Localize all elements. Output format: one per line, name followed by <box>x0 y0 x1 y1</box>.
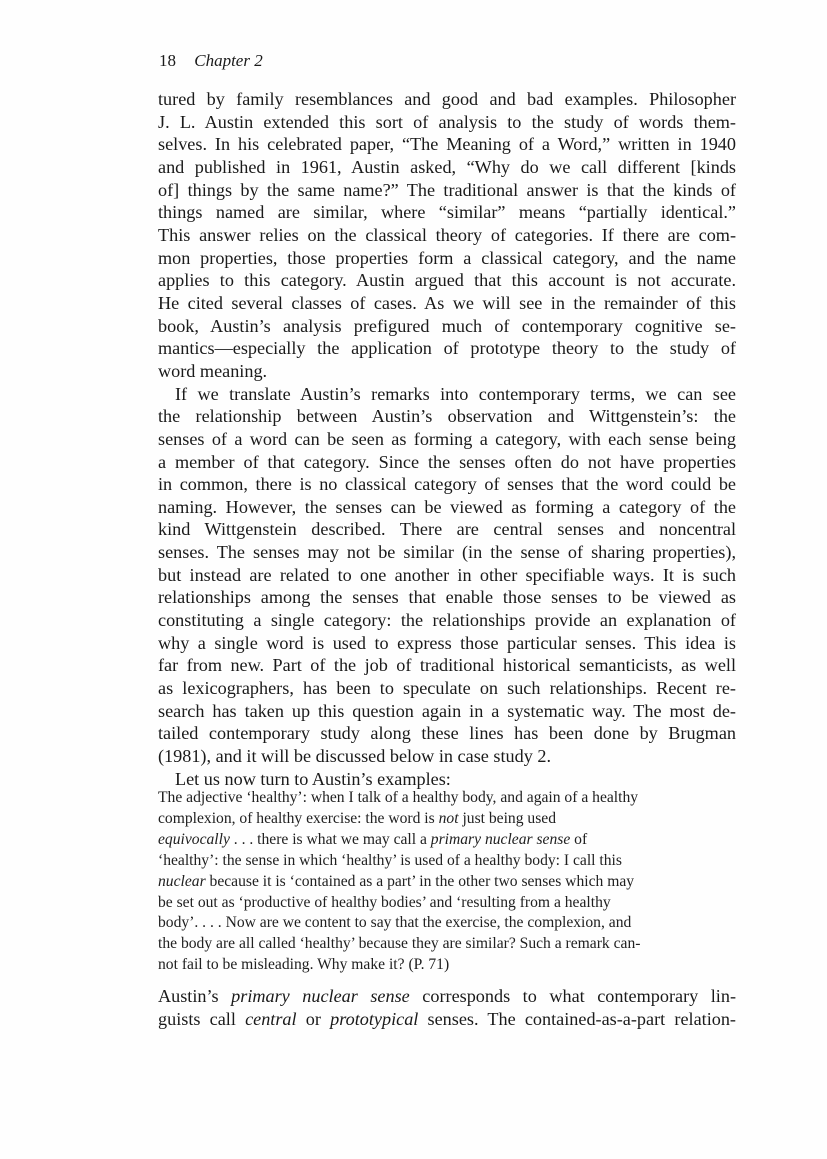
paragraph-line: senses of a word can be seen as forming a category, with each sense being <box>158 428 736 449</box>
quote-line: equivocally . . . there is what we may call a primary nuclear sense of <box>158 830 588 848</box>
paragraph-line: selves. In his celebrated paper, “The Meaning of a Word,” written in 1940 <box>158 134 736 155</box>
paragraph-line: If we translate Austin’s remarks into contemporary terms, we can see <box>175 383 736 404</box>
paragraph-line: the relationship between Austin’s observation and Wittgenstein’s: the <box>158 406 736 427</box>
paragraph-line: tailed contemporary study along these lines has been done by Brugman <box>158 723 736 744</box>
paragraph-line: a member of that category. Since the senses often do not have properties <box>158 451 736 472</box>
paragraph-line: Austin’s primary nuclear sense corresponds to what contemporary lin- <box>158 986 737 1006</box>
paragraph-line: (1981), and it will be discussed below in case study 2. <box>158 746 551 767</box>
paragraph-line: This answer relies on the classical theory of categories. If there are com- <box>158 224 736 245</box>
quote-line: nuclear because it is ‘contained as a part’ in the other two senses which may <box>158 872 635 890</box>
paragraph-line: mon properties, those properties form a classical category, and the name <box>158 247 736 268</box>
block-quote <box>158 788 728 976</box>
paragraph-line: of] things by the same name?” The traditional answer is that the kinds of <box>158 179 736 200</box>
paragraph-line: word meaning. <box>158 360 268 381</box>
paragraph-line: and published in 1961, Austin asked, “Why do we call different [kinds <box>158 156 736 177</box>
paragraph-3 <box>158 768 736 791</box>
paragraph-line: kind Wittgenstein described. There are central senses and noncentral <box>158 519 736 540</box>
paragraph-line: applies to this category. Austin argued that this account is not accurate. <box>158 270 736 291</box>
paragraph-line: far from new. Part of the job of traditional historical semanticists, as well <box>158 655 736 676</box>
running-head <box>159 50 263 72</box>
paragraph-line: Let us now turn to Austin’s examples: <box>175 768 451 789</box>
paragraph-line: mantics—especially the application of prototype theory to the study of <box>158 338 736 359</box>
paragraph-line: naming. However, the senses can be viewed as forming a category of the <box>158 496 736 517</box>
page-number: 18 <box>159 51 176 70</box>
quote-line: the body are all called ‘healthy’ because they are similar? Such a remark can- <box>158 935 641 953</box>
paragraph-line: relationships among the senses that enable those senses to be viewed as <box>158 587 736 608</box>
paragraph-2 <box>158 383 736 768</box>
quote-line: be set out as ‘productive of healthy bodies’ and ‘resulting from a healthy <box>158 893 611 911</box>
paragraph-1 <box>158 88 736 383</box>
paragraph-line: guists call central or prototypical senses. The contained-as-a-part relation- <box>158 1009 736 1029</box>
paragraph-line: as lexicographers, has been to speculate on such relationships. Recent re- <box>158 678 736 699</box>
paragraph-line: constituting a single category: the relationships provide an explanation of <box>158 610 736 631</box>
paragraph-line: J. L. Austin extended this sort of analysis to the study of words them- <box>158 111 736 132</box>
paragraph-line: things named are similar, where “similar” means “partially identical.” <box>158 202 736 223</box>
paragraph-line: search has taken up this question again in a systematic way. The most de- <box>158 700 736 721</box>
paragraph-line: in common, there is no classical category of senses that the word could be <box>158 474 736 495</box>
quote-line: body’. . . . Now are we content to say that the exercise, the complexion, and <box>158 914 632 932</box>
paragraph-line: why a single word is used to express those particular senses. This idea is <box>158 632 736 653</box>
paragraph-line: tured by family resemblances and good and bad examples. Philosopher <box>158 89 736 109</box>
quote-line: complexion, of healthy exercise: the word is not just being used <box>158 809 557 827</box>
paragraph-line: senses. The senses may not be similar (in the sense of sharing properties), <box>158 542 736 563</box>
quote-line: ‘healthy’: the sense in which ‘healthy’ is used of a healthy body: I call this <box>158 851 622 869</box>
chapter-title: Chapter 2 <box>194 51 263 70</box>
paragraph-4 <box>158 985 736 1031</box>
paragraph-line: book, Austin’s analysis prefigured much of contemporary cognitive se- <box>158 315 736 336</box>
quote-line: The adjective ‘healthy’: when I talk of a healthy body, and again of a healthy <box>158 789 639 806</box>
quote-line: not fail to be misleading. Why make it? (P. 71) <box>158 956 450 974</box>
paragraph-line: but instead are related to one another in other specifiable ways. It is such <box>158 564 736 585</box>
main-text <box>158 88 736 790</box>
paragraph-line: He cited several classes of cases. As we will see in the remainder of this <box>158 292 736 313</box>
